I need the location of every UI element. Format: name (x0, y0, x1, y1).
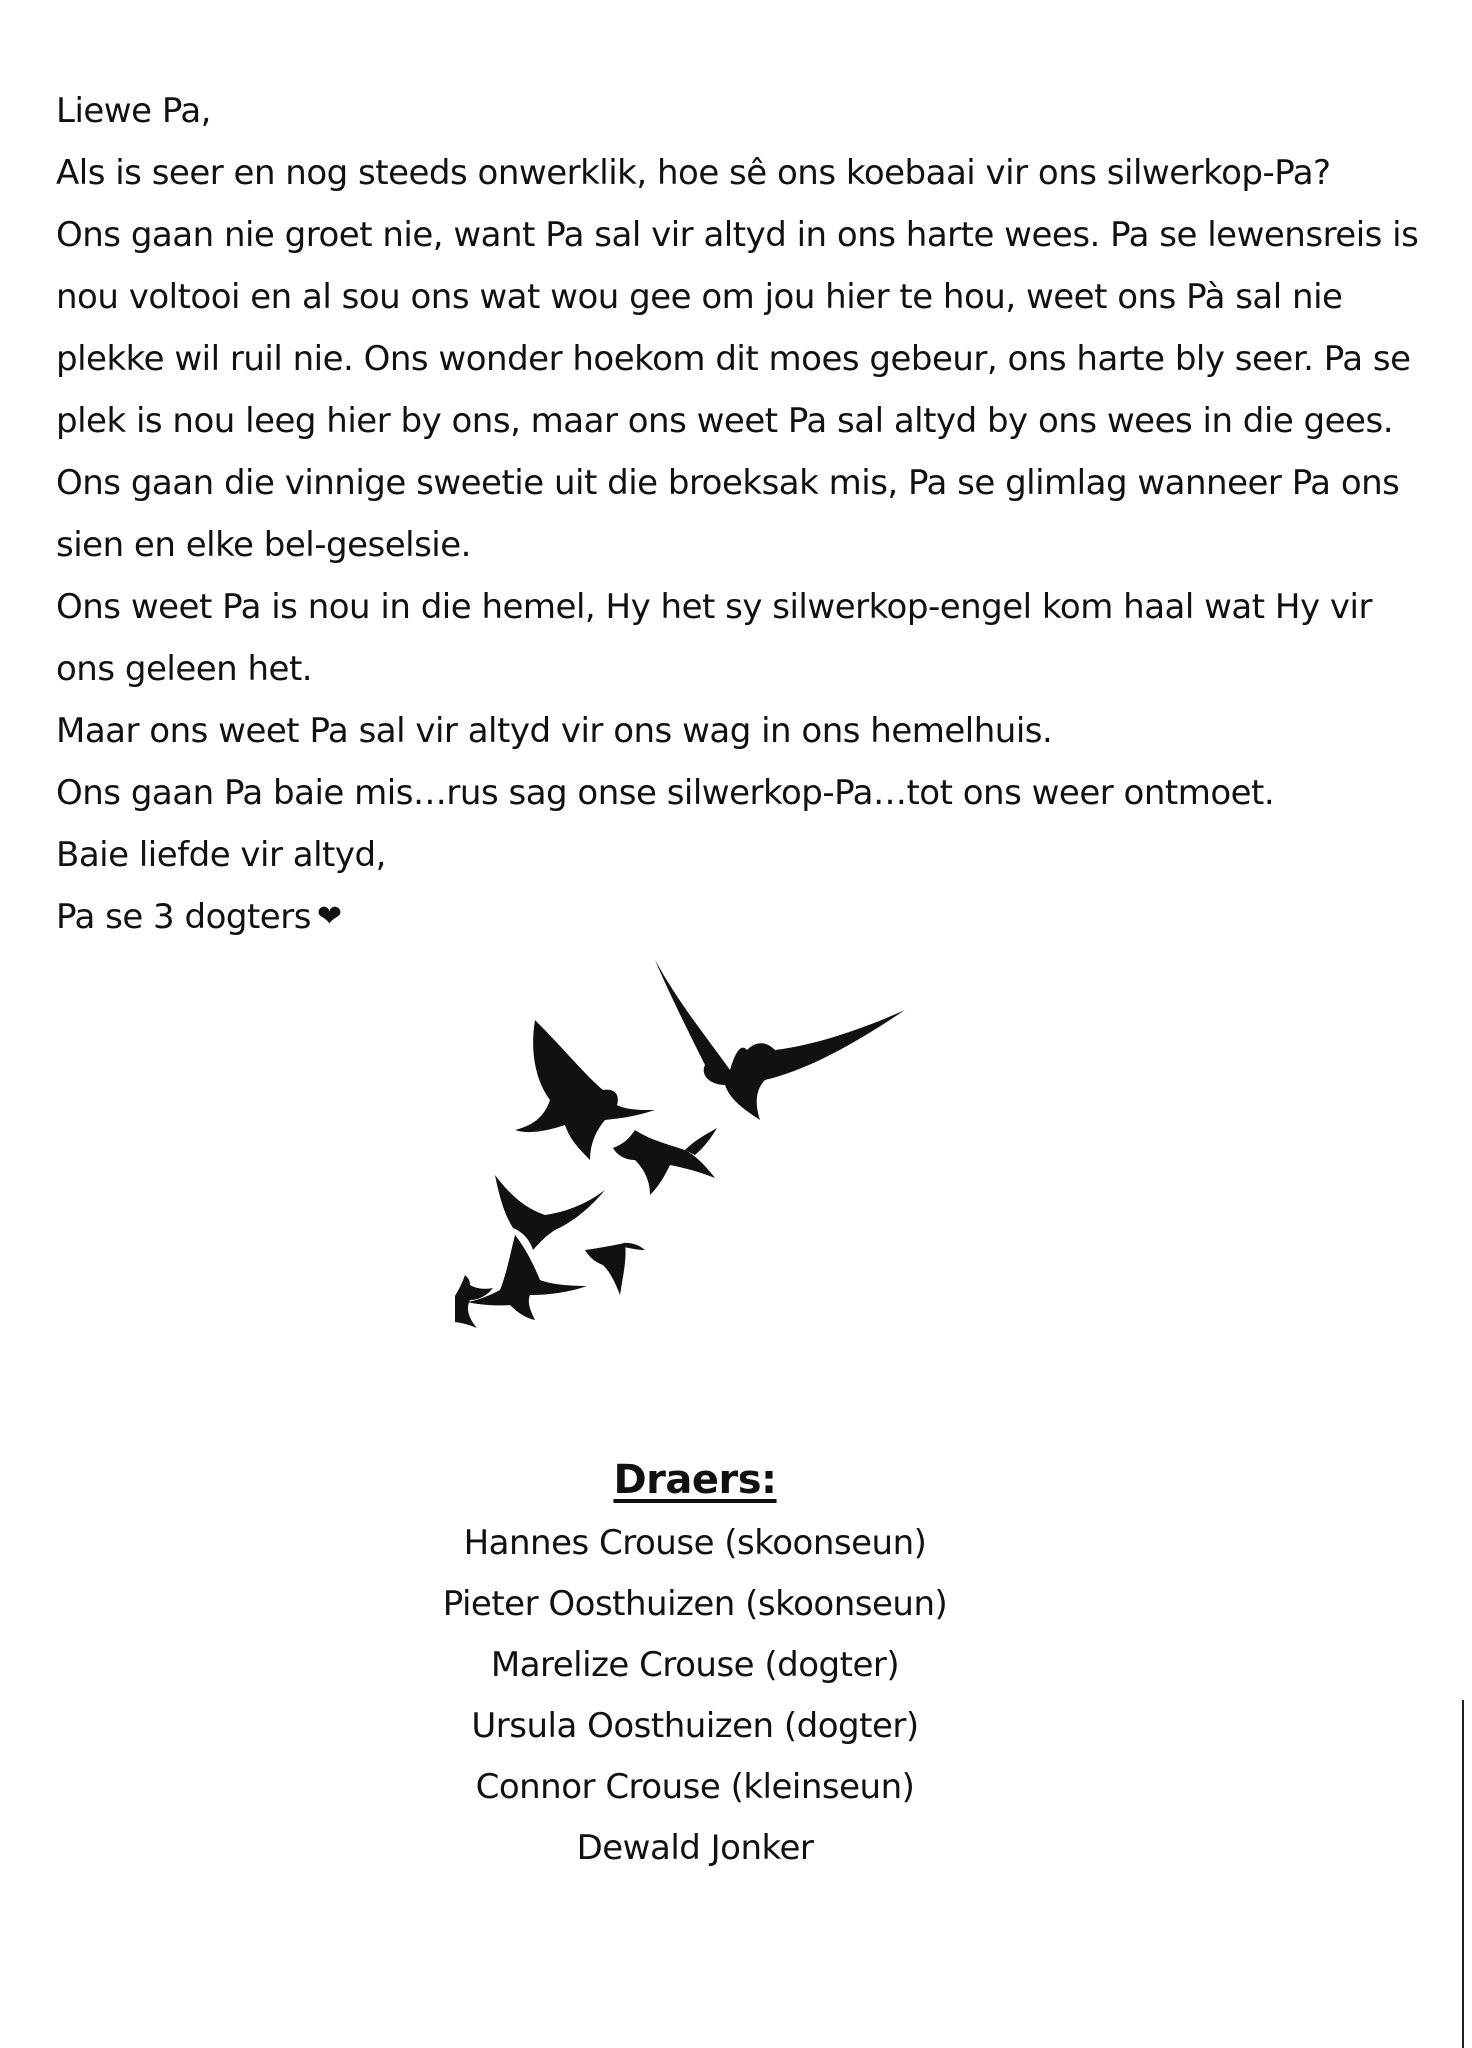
pallbearer-name: Ursula Oosthuizen (dogter) (471, 1706, 919, 1746)
letter-line: Ons gaan die vinnige sweetie uit die broeksak mis, Pa se glimlag wanneer Pa ons (56, 463, 1400, 503)
pallbearers-heading: Draers: (613, 1457, 777, 1503)
letter-line: ons geleen het. (56, 649, 313, 689)
letter-line: Ons gaan Pa baie mis…rus sag onse silwerkop-Pa…tot ons weer ontmoet. (56, 773, 1275, 813)
letter-line: Ons gaan nie groet nie, want Pa sal vir altyd in ons harte wees. Pa se lewensreis is (56, 215, 1419, 255)
bird-shape (655, 960, 905, 1120)
letter-closing: Baie liefde vir altyd, (56, 835, 386, 875)
letter-signature-line (56, 886, 1396, 948)
letter-signature: Pa se 3 dogters (56, 897, 311, 937)
bird-shape (467, 1235, 587, 1320)
pallbearer-name: Dewald Jonker (576, 1828, 814, 1868)
letter-body (56, 80, 1419, 948)
pallbearers-section (400, 1450, 990, 1879)
pallbearer-name: Marelize Crouse (dogter) (490, 1645, 900, 1685)
letter-salutation: Liewe Pa, (56, 91, 211, 131)
letter-line: plekke wil ruil nie. Ons wonder hoekom dit moes gebeur, ons harte bly seer. Pa se (56, 339, 1411, 379)
pallbearer-name: Connor Crouse (kleinseun) (475, 1767, 915, 1807)
heart-icon: ❤ (316, 899, 342, 934)
pallbearer-name: Hannes Crouse (skoonseun) (463, 1523, 927, 1563)
bird-shape (495, 1175, 605, 1250)
letter-line: Maar ons weet Pa sal vir altyd vir ons wag in ons hemelhuis. (56, 711, 1053, 751)
letter-line: plek is nou leeg hier by ons, maar ons weet Pa sal altyd by ons wees in die gees. (56, 401, 1393, 441)
letter-line: Als is seer en nog steeds onwerklik, hoe sê ons koebaai vir ons silwerkop-Pa? (56, 153, 1331, 193)
letter-line: Ons weet Pa is nou in die hemel, Hy het sy silwerkop-engel kom haal wat Hy vir (56, 587, 1372, 627)
scan-edge-line (1462, 1700, 1464, 2048)
pallbearer-name: Pieter Oosthuizen (skoonseun) (442, 1584, 948, 1624)
letter-line: sien en elke bel-geselsie. (56, 525, 471, 565)
flying-birds-icon (455, 950, 915, 1350)
bird-shape (613, 1128, 717, 1195)
letter-line: nou voltooi en al sou ons wat wou gee om jou hier te hou, weet ons Pà sal nie (56, 277, 1343, 317)
bird-shape (585, 1243, 645, 1295)
